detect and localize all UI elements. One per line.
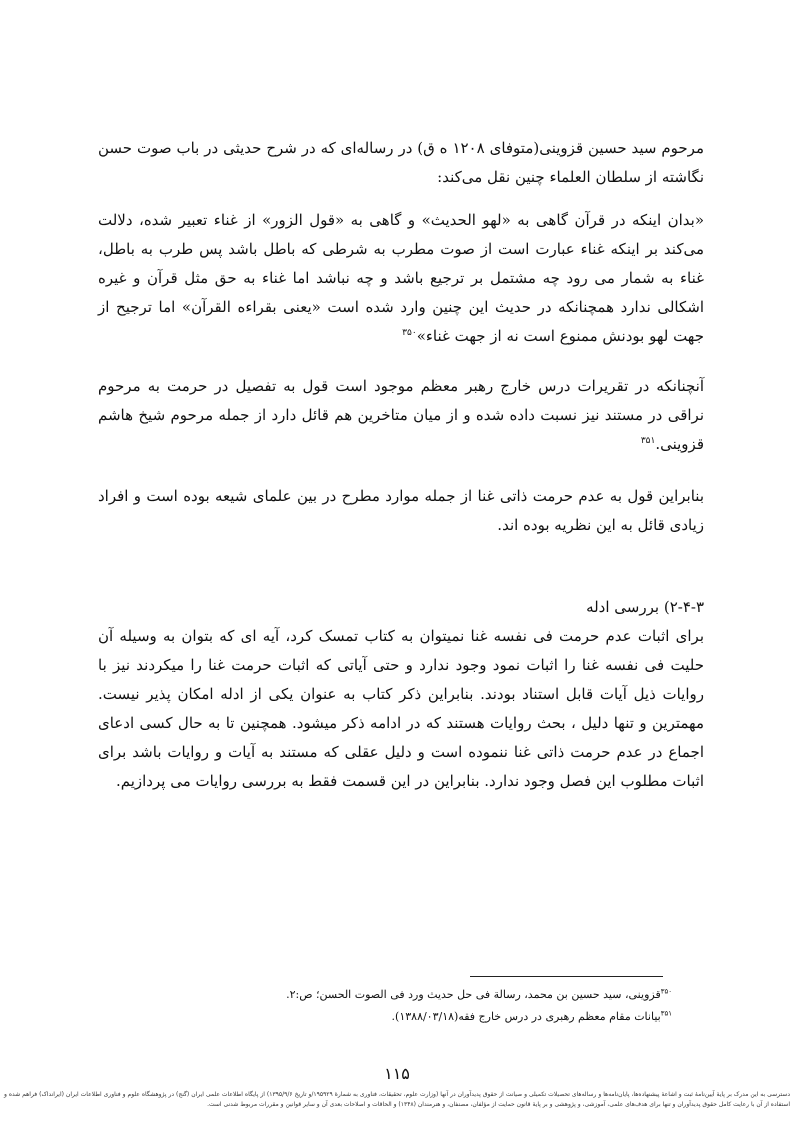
paragraph-conclusion <box>98 482 704 540</box>
paragraph-taqrirat <box>98 372 704 459</box>
paragraph-taqrirat-text: آنچنانکه در تقریرات درس خارج رهبر معظم موجود است قول به تفصیل در حرمت به مرحوم نراقی در مستند نیز نسبت داده شده و از میان متاخرین هم قائل دارد از جمله مرحوم شیخ هاشم قزوینی. <box>98 377 704 453</box>
paragraph-quote <box>98 206 704 351</box>
footnote-ref-350[interactable]: ۳۵۰ <box>402 328 417 338</box>
footnote-text: بیانات مقام معظم رهبری در درس خارج فقه(۱۳۸۸/۰۳/۱۸). <box>391 1010 661 1023</box>
paragraph-evidence <box>98 622 704 796</box>
footnotes <box>98 984 672 1028</box>
paragraph-intro <box>98 134 704 192</box>
footnote-item <box>98 984 672 1006</box>
paragraph-evidence-text: برای اثبات عدم حرمت فی نفسه غنا نمیتوان به کتاب تمسک کرد، آیه ای که بتوان به وسیله آن حلیت فی نفسه غنا را اثبات نمود وجود ندارد و حتی آیاتی که اثبات حرمت غنا را میکردند نیز با روایات ذیل آیات قابل استناد بودند. بنابراین ذکر کتاب به عنوان یکی از ادله امکان پذیر نیست. مهمترین و تنها دلیل ، بحث روایات هستند که در ادامه ذکر میشود. همچنین تا به حال کسی ادعای اجماع در عدم حرمت ذاتی غنا ننموده است و دلیل عقلی که مستند به آیات و روایات باشد برای اثبات مطلوب این فصل وجود ندارد. بنابراین در این قسمت فقط به بررسی روایات می پردازیم. <box>98 627 704 790</box>
footnote-divider <box>470 976 663 977</box>
copyright-disclaimer: دسترسی به این مدرک بر پایهٔ آیین‌نامهٔ ثبت و اشاعهٔ پیشنهاده‌ها، پایان‌نامه‌ها و رساله‌های تحصیلات تکمیلی و صیانت از حقوق پدیدآوران در آنها (وزارت علوم، تحقیقات، فناوری به شمارهٔ ۱۹۵۹۲۹/و تاریخ ۱۳۹۵/۹/۶) از پایگاه اطلاعات علمی ایران (گنج) در پژوهشگاه علوم و فناوری اطلاعات ایران (ایرانداک) فراهم شده و استفاده از آن با رعایت کامل حقوق پدیدآوران و تنها برای هدف‌های علمی، آموزشی، و پژوهشی و بر پایهٔ قانون حمایت از مؤلفان، مصنفان، و هنرمندان (۱۳۴۸) و الحاقات و اصلاحات بعدی آن و سایر قوانین و مقررات مربوط شدنی است. <box>4 1091 790 1108</box>
paragraph-conclusion-text: بنابراین قول به عدم حرمت ذاتی غنا از جمله موارد مطرح در بین علمای شیعه بوده است و افراد زیادی قائل به این نظریه بوده اند. <box>98 487 704 534</box>
footnote-item <box>98 1006 672 1028</box>
page-number: ۱۱۵ <box>384 1064 410 1083</box>
footnote-ref-351[interactable]: ۳۵۱ <box>640 436 656 446</box>
footnote-number: ۳۵۱ <box>660 1009 672 1018</box>
footnote-text: قزوینی، سید حسین بن محمد، رسالة فی حل حدیث ورد فی الصوت الحسن؛ ص:۲. <box>286 988 661 1001</box>
paragraph-intro-text: مرحوم سید حسین قزوینی(متوفای ۱۲۰۸ ه ق) در رساله‌ای که در شرح حدیثی در باب صوت حسن نگاشته از سلطان العلماء چنین نقل می‌کند: <box>98 139 704 186</box>
footnote-number: ۳۵۰ <box>660 987 672 996</box>
section-heading: ۲-۴-۳) بررسی ادله <box>586 598 704 616</box>
paragraph-quote-text: «بدان اینکه در قرآن گاهی به «لهو الحدیث» و گاهی به «قول الزور» از غناء تعبیر شده، دلالت می‌کند بر اینکه غناء عبارت است از صوت مطرب به شرطی که باطل باشد پس طرب به باطل، غناء به شمار می رود چه مشتمل بر ترجیع باشد و چه نباشد اما غناء به حق مثل قرآن و غیره اشکالی ندارد همچنانکه در حدیث این چنین وارد شده است «یعنی بقراءه القرآن» اما ترجیح از جهت لهو بودنش ممنوع است نه از جهت غناء» <box>98 211 704 345</box>
